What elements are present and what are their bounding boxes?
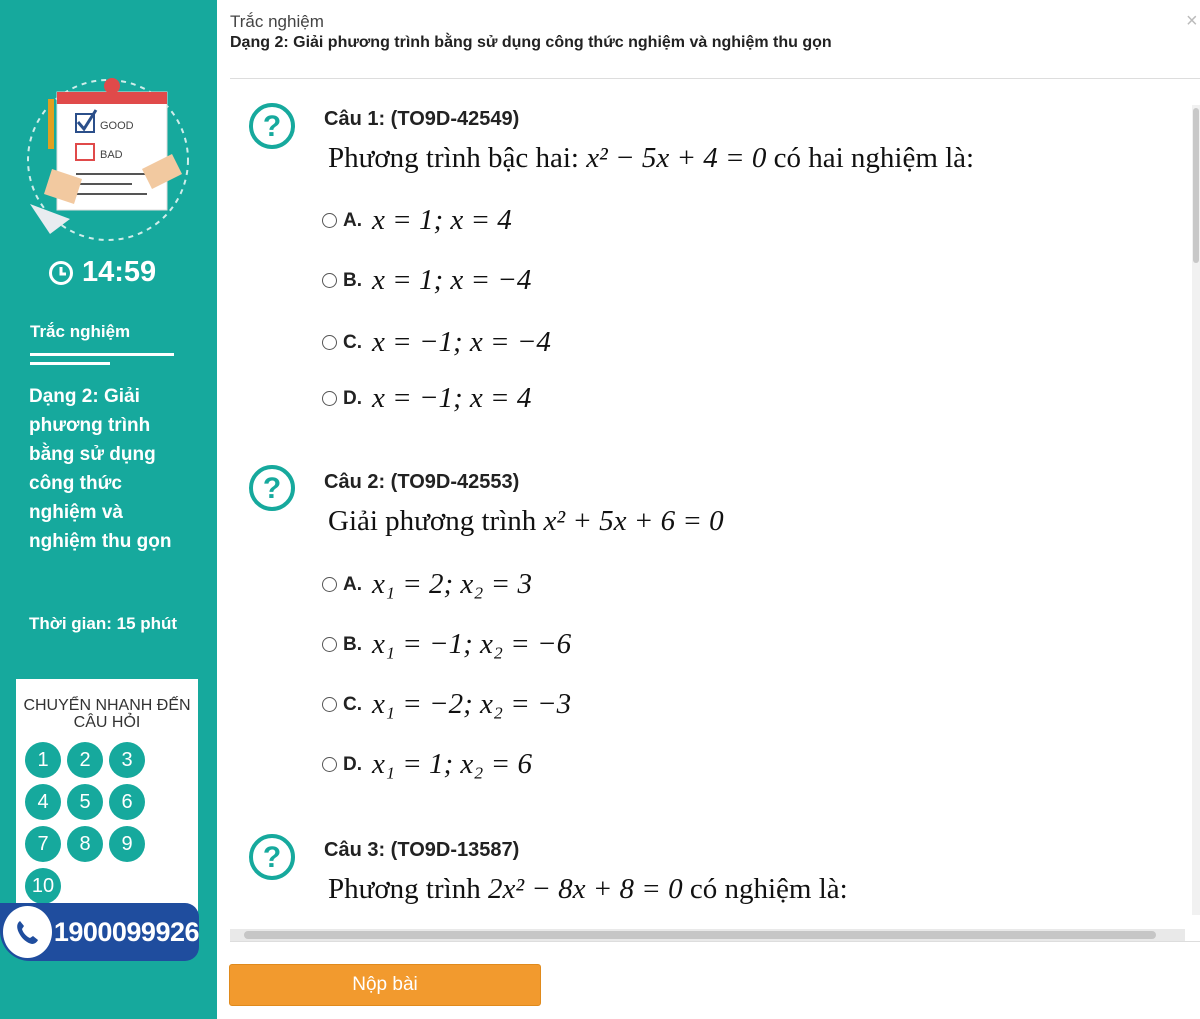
option-letter: D. xyxy=(343,753,362,775)
option-letter: A. xyxy=(343,209,362,231)
sidebar xyxy=(0,0,217,1019)
answer-option[interactable] xyxy=(322,688,571,721)
timer-value: 14:59 xyxy=(82,256,157,288)
radio-button[interactable] xyxy=(322,577,337,592)
jump-question-button[interactable]: 1 xyxy=(25,742,61,778)
question-label: Câu 3: (TO9D-13587) xyxy=(324,839,520,861)
question-suffix: có nghiệm là: xyxy=(689,873,848,905)
svg-text:?: ? xyxy=(262,841,282,874)
radio-button[interactable] xyxy=(322,391,337,406)
jump-question-button[interactable]: 5 xyxy=(67,784,103,820)
question-number-grid xyxy=(25,742,165,904)
quick-jump-panel xyxy=(16,679,198,917)
option-letter: B. xyxy=(343,269,362,291)
question-icon xyxy=(248,464,296,512)
bad-label: BAD xyxy=(100,149,123,161)
option-letter: C. xyxy=(343,331,362,353)
question-icon xyxy=(248,833,296,881)
vertical-scroll-thumb[interactable] xyxy=(1193,108,1199,263)
question-equation: 2x² − 8x + 8 = 0 xyxy=(487,873,683,905)
answer-option[interactable] xyxy=(322,382,531,415)
question-equation: x² + 5x + 6 = 0 xyxy=(543,505,724,537)
divider xyxy=(230,941,1200,942)
jump-question-button[interactable]: 6 xyxy=(109,784,145,820)
time-limit: Thời gian: 15 phút xyxy=(29,614,178,633)
header-subtitle: Trắc nghiệm xyxy=(230,12,324,31)
jump-question-button[interactable]: 9 xyxy=(109,826,145,862)
phone-icon xyxy=(3,906,52,958)
jump-question-button[interactable]: 2 xyxy=(67,742,103,778)
question-prompt: Giải phương trình xyxy=(328,505,537,537)
radio-button[interactable] xyxy=(322,273,337,288)
option-text: x₁ = −2; x₂ = −3 xyxy=(372,688,572,720)
clock-icon xyxy=(48,260,74,286)
question-equation: x² − 5x + 4 = 0 xyxy=(586,142,767,174)
radio-button[interactable] xyxy=(322,757,337,772)
question-label: Câu 2: (TO9D-42553) xyxy=(324,471,520,493)
option-text: x₁ = 2; x₂ = 3 xyxy=(372,568,532,600)
question-text xyxy=(328,505,724,538)
question-suffix: có hai nghiệm là: xyxy=(773,142,975,174)
hotline-number: 1900099926 xyxy=(53,916,199,947)
page-title: Dạng 2: Giải phương trình bằng sử dụng công thức nghiệm và nghiệm thu gọn xyxy=(230,34,832,51)
divider xyxy=(30,362,110,365)
good-label: GOOD xyxy=(100,120,134,132)
radio-button[interactable] xyxy=(322,335,337,350)
jump-question-button[interactable]: 4 xyxy=(25,784,61,820)
countdown-timer xyxy=(48,256,156,289)
divider xyxy=(230,78,1200,79)
option-letter: A. xyxy=(343,573,362,595)
option-text: x = −1; x = 4 xyxy=(372,382,532,414)
answer-option[interactable] xyxy=(322,204,512,237)
svg-text:?: ? xyxy=(262,472,282,505)
question-prompt: Phương trình xyxy=(328,873,481,905)
question-icon xyxy=(248,102,296,150)
sidebar-topic: Dạng 2: Giải phương trình bằng sử dụng công thức nghiệm và nghiệm thu gọn xyxy=(29,386,172,552)
close-icon[interactable]: × xyxy=(1186,10,1198,32)
question-label: Câu 1: (TO9D-42549) xyxy=(324,108,520,130)
radio-button[interactable] xyxy=(322,213,337,228)
jump-question-button[interactable]: 10 xyxy=(25,868,61,904)
quick-jump-title: CHUYỂN NHANH ĐẾN CÂU HỎI xyxy=(23,697,191,731)
jump-question-button[interactable]: 7 xyxy=(25,826,61,862)
answer-option[interactable] xyxy=(322,748,532,781)
radio-button[interactable] xyxy=(322,637,337,652)
option-letter: B. xyxy=(343,633,362,655)
divider xyxy=(30,353,174,356)
radio-button[interactable] xyxy=(322,697,337,712)
option-text: x = 1; x = 4 xyxy=(372,204,512,236)
option-text: x = −1; x = −4 xyxy=(372,326,551,358)
submit-button[interactable]: Nộp bài xyxy=(229,964,541,1006)
option-text: x₁ = −1; x₂ = −6 xyxy=(372,628,572,660)
option-text: x = 1; x = −4 xyxy=(372,264,532,296)
answer-option[interactable] xyxy=(322,264,531,297)
question-text xyxy=(328,142,974,175)
option-text: x₁ = 1; x₂ = 6 xyxy=(372,748,532,780)
question-prompt: Phương trình bậc hai: xyxy=(328,142,579,174)
svg-text:?: ? xyxy=(262,110,282,143)
answer-option[interactable] xyxy=(322,628,571,661)
jump-question-button[interactable]: 3 xyxy=(109,742,145,778)
quiz-illustration xyxy=(22,74,194,244)
sidebar-section-label: Trắc nghiệm xyxy=(30,322,131,341)
answer-option[interactable] xyxy=(322,568,532,601)
horizontal-scroll-thumb[interactable] xyxy=(244,931,1156,939)
jump-question-button[interactable]: 8 xyxy=(67,826,103,862)
answer-option[interactable] xyxy=(322,326,551,359)
hotline-banner[interactable] xyxy=(0,903,199,961)
option-letter: C. xyxy=(343,693,362,715)
question-text xyxy=(328,873,848,906)
option-letter: D. xyxy=(343,387,362,409)
